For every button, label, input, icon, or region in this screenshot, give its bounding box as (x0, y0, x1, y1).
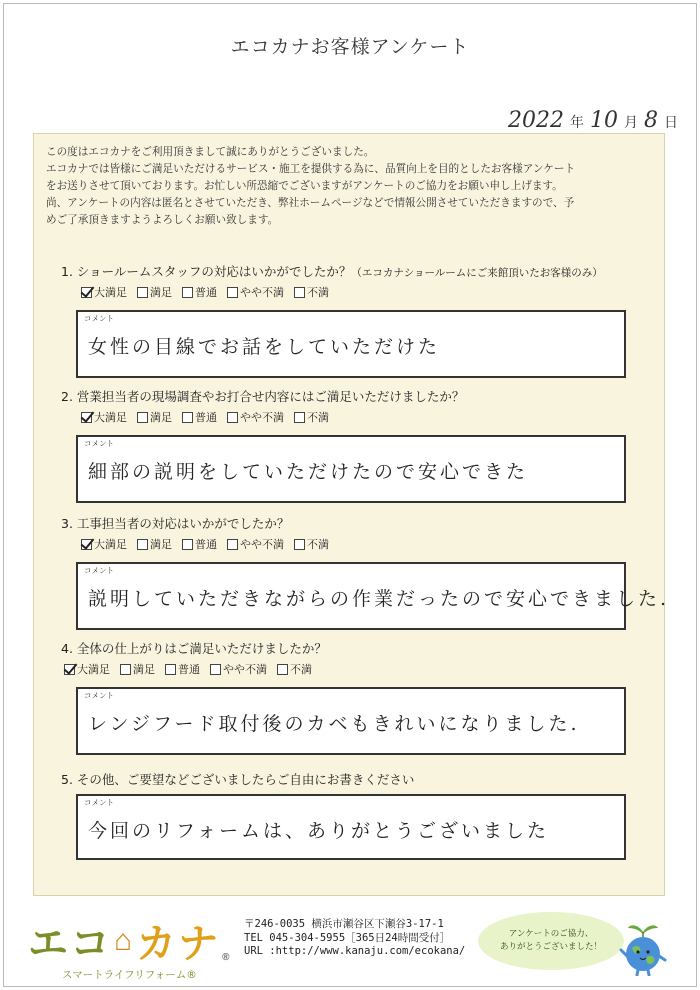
phone: TEL 045-304-5955［365日24時間受付］ (244, 931, 451, 944)
option-very-satisfied[interactable]: 大満足 (81, 284, 127, 300)
option-neutral[interactable]: 普通 (182, 536, 217, 552)
option-satisfied[interactable]: 満足 (137, 536, 172, 552)
website-url[interactable]: URL :http://www.kanaju.com/ecokana/ (244, 945, 466, 957)
comment-box[interactable] (76, 562, 670, 630)
comment-label: コメント (84, 314, 114, 323)
comment-text: 女性の目線でお話をしていただけた (88, 336, 441, 358)
logo-text-kana: カナ (136, 922, 221, 966)
intro-line: エコカナでは皆様にご満足いただけるサービス・施工を提供する為に、品質向上を目的としたお客様アンケート (46, 163, 576, 175)
checkbox[interactable] (182, 287, 193, 298)
question-text: 2. 営業担当者の現場調査やお打合せ内容にはご満足いただけましたか？ (61, 389, 465, 404)
option-very-satisfied[interactable]: 大満足 (81, 409, 127, 425)
date-year: 2022 (508, 108, 564, 133)
date-day: 8 (644, 108, 658, 133)
checkbox[interactable] (81, 412, 92, 423)
option-somewhat-dissatisfied[interactable]: やや不満 (227, 409, 284, 425)
comment-box[interactable] (76, 435, 626, 503)
option-dissatisfied[interactable]: 不満 (294, 409, 329, 425)
checkbox[interactable] (227, 287, 238, 298)
checkbox[interactable] (294, 287, 305, 298)
checkbox[interactable] (137, 412, 148, 423)
option-neutral[interactable]: 普通 (165, 661, 200, 677)
checkbox[interactable] (64, 664, 75, 675)
option-neutral[interactable]: 普通 (182, 409, 217, 425)
checkbox[interactable] (210, 664, 221, 675)
intro-text (46, 144, 656, 229)
rating-options (81, 284, 329, 300)
checkbox[interactable] (137, 539, 148, 550)
intro-line: この度はエコカナをご利用頂きまして誠にありがとうございました。 (46, 146, 375, 158)
checkbox[interactable] (81, 539, 92, 550)
comment-box[interactable] (76, 310, 626, 378)
option-somewhat-dissatisfied[interactable]: やや不満 (210, 661, 267, 677)
logo-tagline: スマートライフリフォーム® (62, 969, 197, 981)
checkbox[interactable] (165, 664, 176, 675)
comment-text: レンジフード取付後のカベもきれいになりました. (88, 713, 580, 735)
checkbox[interactable] (294, 539, 305, 550)
registered-mark: ® (222, 952, 232, 963)
intro-line: めご了承頂きますようよろしくお願い致します。 (46, 214, 279, 226)
question-text: 4. 全体の仕上がりはご満足いただけましたか？ (61, 641, 327, 656)
checkbox[interactable] (227, 412, 238, 423)
comment-text: 今回のリフォームは、ありがとうございました (88, 820, 550, 842)
option-neutral[interactable]: 普通 (182, 284, 217, 300)
survey-date (508, 108, 678, 133)
rating-options (81, 536, 329, 552)
thanks-bubble (478, 912, 624, 970)
option-very-satisfied[interactable]: 大満足 (64, 661, 110, 677)
date-day-unit: 日 (664, 115, 678, 131)
logo-text-eco: エコ (28, 922, 112, 966)
comment-label: コメント (84, 798, 114, 807)
option-very-satisfied[interactable]: 大満足 (81, 536, 127, 552)
address: 〒246-0035 横浜市瀬谷区下瀬谷3-17-1 (244, 918, 444, 930)
rating-options (64, 661, 312, 677)
comment-box[interactable] (76, 794, 626, 860)
question-text: 1. ショールームスタッフの対応はいかがでしたか？（エコカナショールームにご来館頂いたお客様のみ） (61, 264, 603, 279)
checkbox[interactable] (137, 287, 148, 298)
checkbox[interactable] (277, 664, 288, 675)
date-month-unit: 月 (624, 115, 638, 131)
bubble-line: ありがとうございました！ (499, 942, 602, 952)
checkbox[interactable] (81, 287, 92, 298)
option-somewhat-dissatisfied[interactable]: やや不満 (227, 536, 284, 552)
option-dissatisfied[interactable]: 不満 (294, 536, 329, 552)
checkbox[interactable] (227, 539, 238, 550)
question-text: 3. 工事担当者の対応はいかがでしたか？ (61, 516, 290, 531)
question-note: （エコカナショールームにご来館頂いたお客様のみ） (351, 267, 603, 279)
option-dissatisfied[interactable]: 不満 (294, 284, 329, 300)
checkbox[interactable] (182, 412, 193, 423)
contact-info (244, 918, 465, 959)
survey-panel (33, 133, 670, 896)
comment-label: コメント (84, 566, 114, 575)
intro-line: をお送りさせて頂いております。お忙しい所恐縮でございますがアンケートのご協力をお願い申し上げます。 (46, 180, 563, 192)
rating-options (81, 409, 329, 425)
globe-mascot-icon (616, 920, 670, 976)
ecokana-logo (28, 912, 232, 982)
question-text: 5. その他、ご要望などございましたらご自由にお書きください (61, 772, 415, 787)
comment-text: 説明していただきながらの作業だったので安心できました. (88, 588, 670, 610)
checkbox[interactable] (294, 412, 305, 423)
checkbox[interactable] (182, 539, 193, 550)
option-satisfied[interactable]: 満足 (137, 284, 172, 300)
option-satisfied[interactable]: 満足 (120, 661, 155, 677)
option-satisfied[interactable]: 満足 (137, 409, 172, 425)
comment-label: コメント (84, 439, 114, 448)
comment-text: 細部の説明をしていただけたので安心できた (88, 461, 529, 483)
option-somewhat-dissatisfied[interactable]: やや不満 (227, 284, 284, 300)
date-month: 10 (590, 108, 618, 133)
date-year-unit: 年 (570, 115, 584, 131)
footer (0, 906, 700, 986)
option-dissatisfied[interactable]: 不満 (277, 661, 312, 677)
comment-box[interactable] (76, 687, 626, 755)
house-icon: ⌂ (114, 923, 135, 957)
page-title: エコカナお客様アンケート (230, 36, 470, 58)
intro-line: 尚、アンケートの内容は匿名とさせていただき、弊社ホームページなどで情報公開させていただきますので、予 (46, 197, 575, 209)
checkbox[interactable] (120, 664, 131, 675)
bubble-line: アンケートのご協力、 (508, 929, 594, 939)
comment-label: コメント (84, 691, 114, 700)
